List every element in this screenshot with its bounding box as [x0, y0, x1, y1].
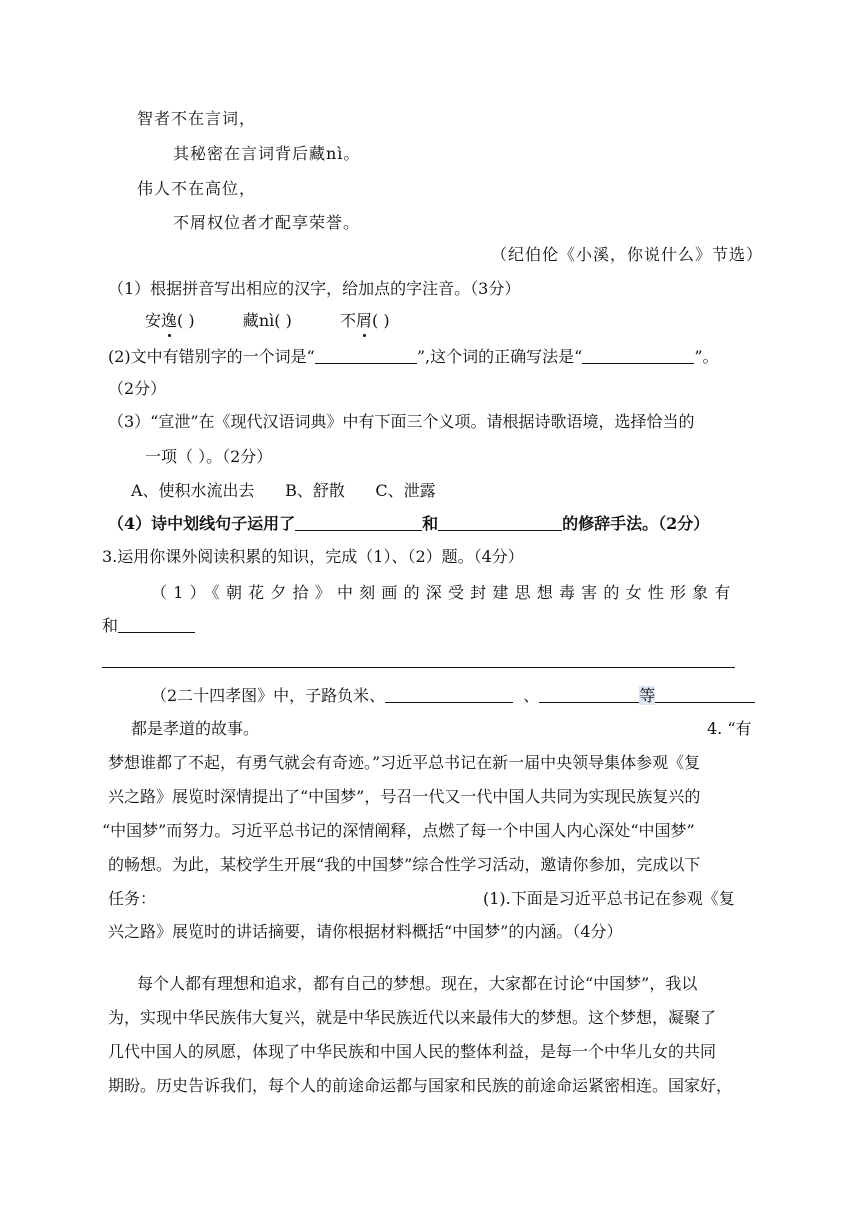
material-line-2: 为，实现中华民族伟大复兴，就是中华民族近代以来最伟大的梦想。这个梦想，凝聚了	[108, 1008, 717, 1027]
section-3-title: 3.运用你课外阅读积累的知识，完成（1）、（2）题。（4分）	[102, 547, 524, 566]
section-3-sub-2: （2二十四孝图》中，子路负米、 、 等	[151, 685, 755, 707]
section-3-sub-1-cont: 和	[102, 615, 195, 637]
question-4-heading: 4. “有	[707, 719, 752, 738]
question-1-items	[145, 310, 390, 332]
poem-source: （纪伯伦《小溪，你说什么》节选）	[491, 245, 764, 264]
answer-blank[interactable]	[438, 514, 562, 531]
question-2: (2)文中有错别字的一个词是“ ”,这个词的正确写法是“ ”。	[108, 347, 719, 366]
poem-line-2: 其秘密在言词背后藏nì。	[173, 144, 361, 163]
question-2-score: （2分）	[108, 379, 167, 398]
answer-blank[interactable]	[295, 514, 422, 531]
intro-line-5b: (1).下面是习近平总书记在参观《复	[483, 889, 735, 908]
poem-line-3: 伟人不在高位，	[137, 179, 257, 198]
poem-line-4: 不屑权位者才配享荣誉。	[173, 213, 361, 232]
intro-line-5a: 任务：	[108, 889, 157, 908]
answer-blank[interactable]	[539, 686, 639, 703]
question-3-line-2: 一项（ ）。（2分）	[145, 447, 273, 466]
answer-blank[interactable]	[315, 347, 417, 364]
intro-line-6: 兴之路》展览时的讲话摘要，请你根据材料概括“中国梦”的内涵。（4分）	[108, 922, 623, 941]
intro-line-1: 梦想谁都了不起，有勇气就会有奇迹。”习近平总书记在新一届中央领导集体参观《复	[108, 753, 701, 772]
material-line-4: 期盼。历史告诉我们，每个人的前途命运都与国家和民族的前途命运紧密相连。国家好，	[108, 1076, 733, 1095]
answer-blank[interactable]	[385, 686, 513, 703]
answer-blank[interactable]	[582, 347, 694, 364]
item-a: 安逸( )	[145, 311, 195, 330]
intro-line-2: 兴之路》展览时深情提出了“中国梦”，号召一代又一代中国人共同为实现民族复兴的	[108, 787, 701, 806]
answer-blank[interactable]	[118, 616, 195, 633]
question-3-line-1: （3）“宣泄”在《现代汉语词典》中有下面三个义项。请根据诗歌语境，选择恰当的	[108, 412, 695, 431]
answer-blank[interactable]	[655, 686, 755, 703]
question-4: （4）诗中划线句子运用了 和 的修辞手法。（2分）	[108, 514, 710, 533]
intro-line-3: “中国梦”而努力。习近平总书记的深情阐释，点燃了每一个中国人内心深处“中国梦”	[102, 821, 695, 840]
item-b: 藏nì( )	[242, 311, 292, 330]
answer-line[interactable]	[102, 667, 735, 668]
section-3-sub-1: （1）《朝花夕拾》中刻画的深受封建思想毒害的女性形象有	[151, 583, 737, 602]
section-3-sub-2-line-2: 都是孝道的故事。	[131, 719, 260, 738]
question-3-options: A、使积水流出去 B、舒散 C、泄露	[131, 481, 436, 500]
question-1: （1）根据拼音写出相应的汉字，给加点的字注音。（3分）	[108, 279, 521, 298]
material-line-3: 几代中国人的夙愿，体现了中华民族和中国人民的整体利益，是每一个中华儿女的共同	[108, 1042, 717, 1061]
material-line-1: 每个人都有理想和追求，都有自己的梦想。现在，大家都在讨论“中国梦”，我以	[137, 974, 698, 993]
intro-line-4: 的畅想。为此，某校学生开展“我的中国梦”综合性学习活动，邀请你参加，完成以下	[108, 855, 701, 874]
poem-line-1: 智者不在言词，	[137, 109, 257, 128]
item-c: 不屑( )	[340, 311, 390, 330]
